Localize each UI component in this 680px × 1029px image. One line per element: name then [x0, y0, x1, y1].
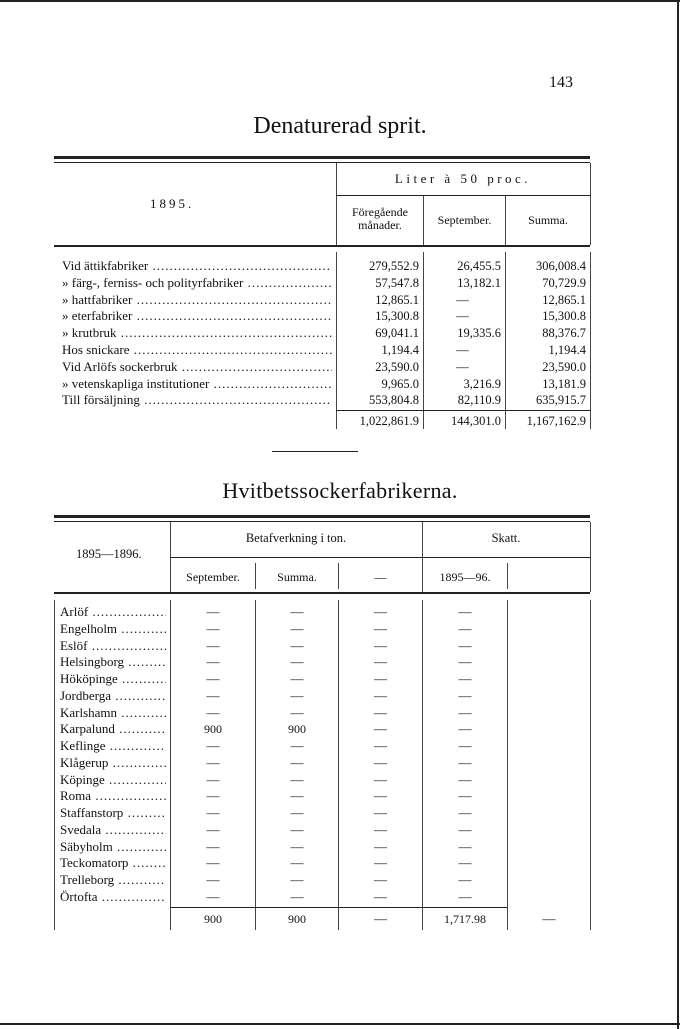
table2-row-label: Svedala .....	[60, 822, 166, 839]
table2-row-label: Jordberga .....	[60, 688, 166, 705]
table2-row-c3: —	[374, 721, 387, 737]
table2-row-sep: —	[206, 604, 220, 619]
table2-row-label: Staffanstorp .....	[60, 805, 166, 822]
table2-row-tax: —	[458, 888, 472, 904]
table2-row-sum: —	[290, 620, 304, 636]
table2-row-label: Hököpinge .....	[60, 671, 166, 688]
section-separator	[272, 451, 358, 452]
table2-row-label: Arlöf .....	[60, 604, 166, 621]
table2-row-sep: —	[206, 654, 220, 670]
table1-row-label: Vid Arlöfs sockerbruk .....	[62, 359, 332, 376]
table2-row-c3: —	[374, 687, 387, 703]
table2-row-tax: —	[458, 654, 472, 670]
table1-row-prev: 69,041.1	[375, 326, 419, 341]
table2-row-sum: —	[290, 771, 304, 787]
table2-row-label: Säbyholm .....	[60, 839, 166, 856]
table1-row-label: » vetenskapliga institutioner .....	[62, 376, 332, 393]
table2-row-sep: —	[206, 805, 220, 820]
table2-row-sep: —	[206, 637, 220, 653]
table2-row-sep: —	[206, 754, 220, 770]
table2-row-sum: —	[290, 637, 304, 653]
table2-row-tax: —	[458, 872, 472, 887]
table2-row-label: Keflinge .....	[60, 738, 166, 755]
table2-row-sum: —	[290, 872, 304, 887]
table1-row-sum: 70,729.9	[542, 275, 586, 290]
table2-col-sum: Summa.	[277, 570, 317, 584]
table2-row-c3: —	[374, 855, 387, 871]
table2-row-c3: —	[374, 704, 387, 720]
table2-row-label: Helsingborg .....	[60, 654, 166, 671]
table2-row-c3: —	[374, 637, 387, 653]
table1-row-sep: 3,216.9	[463, 376, 501, 391]
table2-row-sep: —	[206, 855, 220, 871]
table1-header-rule	[54, 245, 590, 247]
table2-row-label: Karpalund .....	[60, 721, 166, 738]
table2-row-c3: —	[374, 788, 387, 804]
table2-row-tax: —	[458, 721, 472, 737]
table1-top-rule-thin	[54, 162, 590, 163]
table2-row-sum: —	[290, 754, 304, 770]
table2-col-tax: 1895—96.	[439, 570, 491, 584]
table2-row-tax: —	[458, 620, 472, 636]
table1-row-label: » krutbruk .....	[62, 325, 332, 342]
table1-total-sep: 144,301.0	[451, 414, 501, 428]
table2-group-rule	[170, 557, 590, 558]
table1-group-header: Liter à 50 proc.	[394, 171, 532, 186]
table2-row-c3: —	[374, 671, 387, 686]
table2-row-sum: 900	[288, 722, 306, 737]
table2-row-tax: —	[458, 637, 472, 653]
table2-row-sum: —	[290, 888, 304, 904]
table2-total-extra: —	[542, 911, 556, 926]
table2-row-sum: —	[290, 821, 304, 837]
table2-row-sum: —	[290, 788, 304, 804]
table1-row-prev: 57,547.8	[375, 275, 419, 290]
table2-row-tax: —	[458, 805, 472, 820]
table2-row-c3: —	[374, 821, 387, 837]
table2-row-sep: —	[206, 687, 220, 703]
table2-total-rule	[170, 907, 507, 908]
table1-row-sep: 13,182.1	[457, 275, 501, 290]
table2-total-tax: 1,717.98	[444, 912, 486, 926]
table1-row-sum: 1,194.4	[548, 343, 586, 357]
table2-col-sep: September.	[186, 570, 240, 584]
table2-row-c3: —	[374, 738, 387, 753]
table1-col-prev: Föregående månader.	[352, 205, 408, 232]
table2-row-sep: —	[206, 838, 220, 854]
table2-row-tax: —	[458, 771, 472, 787]
table2-row-c3: —	[374, 805, 387, 820]
table1-row-prev: 12,865.1	[375, 292, 419, 307]
table1-total-sum: 1,167,162.9	[526, 414, 586, 428]
table2-top-rule-thin	[54, 521, 590, 522]
table2-top-rule	[54, 515, 590, 518]
table2-row-sep: —	[206, 788, 220, 804]
table1-row-label: » färg-, ferniss- och polityrfabriker .....	[62, 275, 332, 292]
table2-row-sum: —	[290, 687, 304, 703]
table2-row-c3: —	[374, 654, 387, 670]
table2-row-sep: —	[206, 771, 220, 787]
table1-body-divider-d	[590, 252, 591, 429]
table1-row-label: » eterfabriker .....	[62, 308, 332, 325]
table1-year-header: 1895.	[150, 196, 195, 211]
table1-group-rule	[336, 195, 590, 196]
table2-row-sum: —	[290, 704, 304, 720]
table2-row-label: Teckomatorp .....	[60, 855, 166, 872]
table2-row-sep: —	[206, 671, 220, 686]
table2-row-c3: —	[374, 771, 387, 787]
table2-row-label: Klågerup .....	[60, 755, 166, 772]
table2-row-label: Köpinge .....	[60, 772, 166, 789]
table2-row-sum: —	[290, 805, 304, 820]
table2-left-edge	[54, 600, 55, 930]
table2-row-tax: —	[458, 821, 472, 837]
table2-row-label: Karlshamn .....	[60, 705, 166, 722]
table2-row-tax: —	[458, 738, 472, 753]
table1-row-prev: 553,804.8	[369, 393, 419, 408]
table2-row-tax: —	[458, 704, 472, 720]
table2-row-label: Trelleborg .....	[60, 872, 166, 889]
table2-total-sep: 900	[204, 912, 222, 926]
table2-row-tax: —	[458, 604, 472, 619]
table2-row-c3: —	[374, 604, 387, 619]
table2-total-c3: —	[374, 911, 387, 926]
table1-row-sum: 88,376.7	[542, 326, 586, 341]
table2-year-header: 1895—1896.	[76, 547, 142, 561]
table2-row-tax: —	[458, 754, 472, 770]
page-number: 143	[549, 74, 573, 91]
table1-row-sum: 13,181.9	[542, 376, 586, 391]
table2-row-sep: 900	[204, 722, 222, 737]
page-top-border	[0, 0, 680, 6]
table1-row-sum: 15,300.8	[542, 309, 586, 324]
table1-row-prev: 15,300.8	[375, 309, 419, 324]
table1-row-prev: 1,194.4	[381, 343, 419, 357]
table1-total-rule	[336, 410, 590, 411]
page-right-border	[677, 0, 679, 1029]
table1-col-sum: Summa.	[528, 213, 568, 227]
table1-row-sum: 12,865.1	[542, 292, 586, 307]
table2-row-sum: —	[290, 738, 304, 753]
table1-row-sep: —	[456, 292, 469, 307]
table1-row-sep: —	[456, 309, 469, 324]
table2-row-label: Engelholm .....	[60, 621, 166, 638]
table1-total-prev: 1,022,861.9	[359, 414, 419, 428]
table2-row-sep: —	[206, 620, 220, 636]
table2-tax-header: Skatt.	[491, 531, 521, 545]
table1-top-rule	[54, 156, 590, 159]
table2-row-sep: —	[206, 888, 220, 904]
table2-row-label: Örtofta .....	[60, 889, 166, 906]
table1-row-label: Till försäljning .....	[62, 392, 332, 409]
table2-total-sum: 900	[288, 912, 306, 926]
table1-row-sep: —	[456, 359, 469, 374]
table2-row-c3: —	[374, 620, 387, 636]
table1-row-sum: 23,590.0	[542, 359, 586, 374]
table1-row-label: Hos snickare .....	[62, 342, 332, 359]
table2-row-label: Eslöf .....	[60, 638, 166, 655]
page-bottom-border	[0, 1023, 680, 1025]
table2-col-blank: —	[374, 570, 387, 584]
table2-row-sum: —	[290, 604, 304, 619]
table2-body-div-5	[507, 600, 508, 930]
table2-row-tax: —	[458, 671, 472, 686]
table1-row-sum: 306,008.4	[536, 259, 586, 273]
table1-row-sep: 26,455.5	[457, 259, 501, 273]
table2-group-header: Betafverkning i ton.	[245, 531, 347, 545]
table2-row-sum: —	[290, 838, 304, 854]
table2-body-div-6	[590, 600, 591, 930]
table1-row-prev: 23,590.0	[375, 359, 419, 374]
table2-right-edge	[590, 522, 591, 592]
table1-row-prev: 279,552.9	[369, 259, 419, 273]
table2-row-tax: —	[458, 838, 472, 854]
section1-title: Denaturerad sprit.	[253, 113, 427, 139]
table2-row-c3: —	[374, 888, 387, 904]
table2-row-c3: —	[374, 838, 387, 854]
table1-row-label: Vid ättikfabriker .....	[62, 258, 332, 275]
table1-row-sep: 82,110.9	[457, 393, 501, 408]
table1-row-prev: 9,965.0	[381, 376, 419, 391]
table2-row-sep: —	[206, 704, 220, 720]
table1-row-sep: 19,335.6	[457, 326, 501, 341]
table2-row-sep: —	[206, 821, 220, 837]
table1-row-sep: —	[456, 343, 469, 357]
table2-row-sep: —	[206, 738, 220, 753]
table2-row-c3: —	[374, 754, 387, 770]
table1-right-edge	[590, 163, 591, 245]
section2-title: Hvitbetssockerfabrikerna.	[222, 478, 458, 503]
table2-row-sep: —	[206, 872, 220, 887]
table2-header-rule	[54, 592, 590, 594]
table2-row-tax: —	[458, 788, 472, 804]
table1-col-sep: September.	[437, 213, 492, 227]
table2-row-sum: —	[290, 855, 304, 871]
table2-row-label: Roma .....	[60, 788, 166, 805]
table2-row-c3: —	[374, 872, 387, 887]
table2-row-sum: —	[290, 671, 304, 686]
table2-head-div-3	[507, 563, 508, 589]
table2-row-tax: —	[458, 687, 472, 703]
table2-row-sum: —	[290, 654, 304, 670]
table1-row-label: » hattfabriker .....	[62, 292, 332, 309]
table2-row-tax: —	[458, 855, 472, 871]
table1-row-sum: 635,915.7	[536, 393, 586, 408]
